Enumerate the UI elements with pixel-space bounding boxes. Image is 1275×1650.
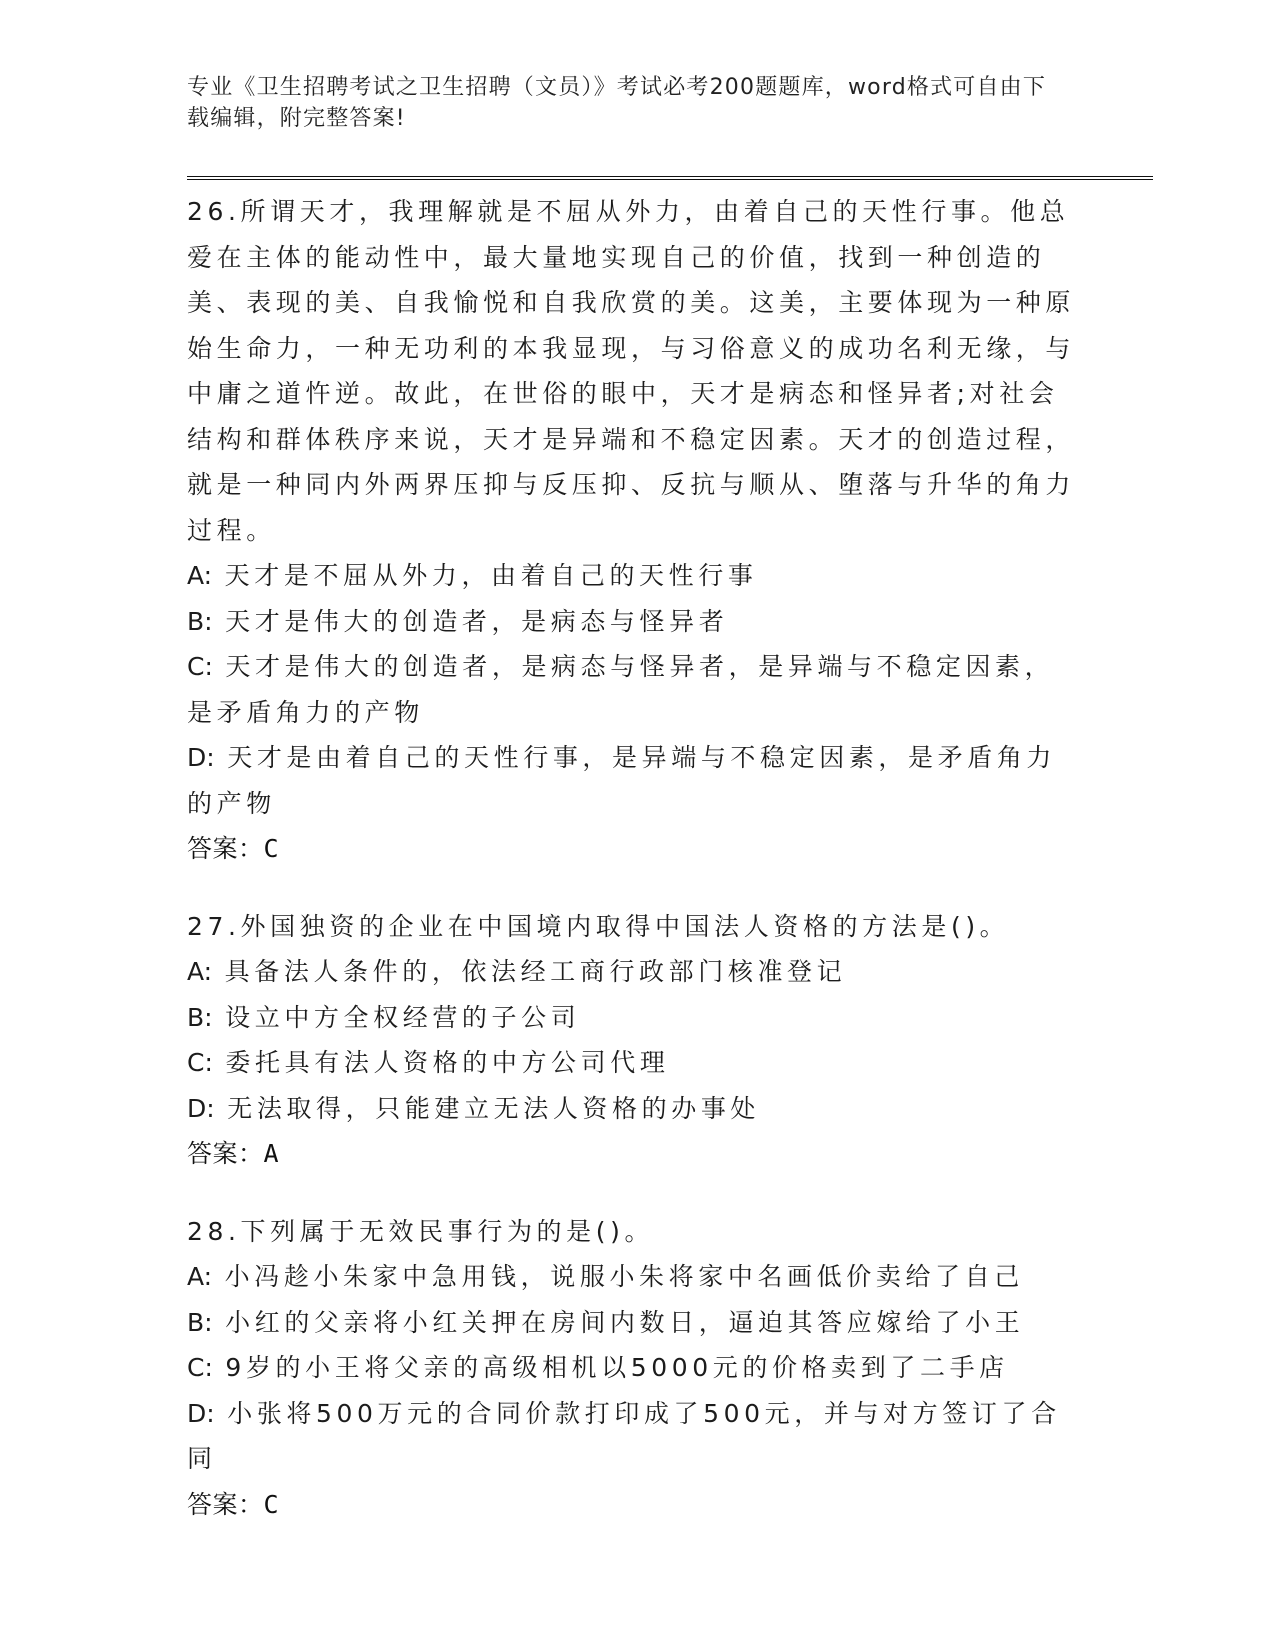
option-b — [187, 995, 1077, 1041]
option-a — [187, 553, 1077, 599]
option-text: 小冯趁小朱家中急用钱，说服小朱将家中名画低价卖给了自己 — [212, 1262, 1024, 1291]
option-text: 具备法人条件的，依法经工商行政部门核准登记 — [212, 957, 847, 986]
option-c — [187, 644, 1077, 735]
header-double-rule — [187, 176, 1153, 180]
header-text: 专业《卫生招聘考试之卫生招聘（文员）》考试必考200题题库，word格式可自由下载编辑，附完整答案! — [187, 75, 1047, 131]
question-28 — [187, 1209, 1077, 1528]
option-letter: A: — [187, 1262, 213, 1291]
option-a — [187, 949, 1077, 995]
option-letter: B: — [187, 1307, 213, 1337]
option-text: 无法取得，只能建立无法人资格的办事处 — [214, 1093, 761, 1123]
document-header — [187, 72, 1067, 134]
option-b — [187, 599, 1077, 645]
option-a — [187, 1254, 1077, 1300]
option-b — [187, 1300, 1077, 1346]
option-letter: B: — [187, 1002, 213, 1032]
option-letter: B: — [187, 606, 213, 636]
option-c — [187, 1040, 1077, 1086]
option-text: 小红的父亲将小红关押在房间内数日，逼迫其答应嫁给了小王 — [212, 1307, 1025, 1337]
option-text: 设立中方全权经营的子公司 — [212, 1002, 581, 1032]
option-text: 天才是伟大的创造者，是病态与怪异者，是异端与不稳定因素，是矛盾角力的产物 — [187, 652, 1055, 727]
question-stem: 27.外国独资的企业在中国境内取得中国法人资格的方法是()。 — [187, 911, 1010, 941]
answer-value: C — [263, 1489, 280, 1519]
option-text: 天才是由着自己的天性行事，是异端与不稳定因素，是矛盾角力的产物 — [187, 743, 1057, 818]
option-d — [187, 735, 1077, 826]
option-letter: C: — [187, 652, 213, 681]
question-stem: 28.下列属于无效民事行为的是()。 — [187, 1216, 655, 1246]
question-27 — [187, 904, 1077, 1177]
option-letter: A: — [187, 561, 213, 590]
option-text: 小张将500万元的合同价款打印成了500元，并与对方签订了合同 — [187, 1398, 1061, 1473]
option-d — [187, 1391, 1077, 1482]
question-stem: 26.所谓天才，我理解就是不屈从外力，由着自己的天性行事。他总爱在主体的能动性中，最大量地实现自己的价值，找到一种创造的美、表现的美、自我愉悦和自我欣赏的美。这美，主要体现为一种原始生命力，一种无功利的本我显现，与习俗意义的成功名利无缘，与中庸之道忤逆。故此，在世俗的眼中，天才是病态和怪异者;对社会结构和群体秩序来说，天才是异端和不稳定因素。天才的创造过程，就是一种同内外两界压抑与反压抑、反抗与顺从、堕落与升华的角力过程。 — [187, 197, 1076, 545]
option-letter: C: — [187, 1353, 213, 1382]
answer-value: A — [263, 1139, 280, 1168]
option-letter: D: — [187, 743, 215, 772]
option-letter: C: — [187, 1048, 213, 1077]
answer-value: C — [263, 834, 280, 863]
option-letter: A: — [187, 957, 213, 986]
option-text: 天才是不屈从外力，由着自己的天性行事 — [212, 561, 758, 590]
answer-line — [187, 1482, 1077, 1528]
answer-label: 答案： — [187, 1139, 264, 1168]
question-26 — [187, 189, 1077, 872]
answer-line — [187, 1131, 1077, 1177]
option-text: 委托具有法人资格的中方公司代理 — [212, 1048, 670, 1077]
option-c — [187, 1345, 1077, 1391]
option-letter: D: — [187, 1398, 215, 1428]
answer-label: 答案： — [187, 1489, 264, 1519]
option-d — [187, 1086, 1077, 1132]
question-list — [187, 189, 1077, 1559]
answer-line — [187, 826, 1077, 872]
option-text: 天才是伟大的创造者，是病态与怪异者 — [212, 606, 729, 636]
option-text: 9岁的小王将父亲的高级相机以5000元的价格卖到了二手店 — [212, 1353, 1009, 1382]
option-letter: D: — [187, 1093, 215, 1123]
answer-label: 答案： — [187, 834, 264, 863]
